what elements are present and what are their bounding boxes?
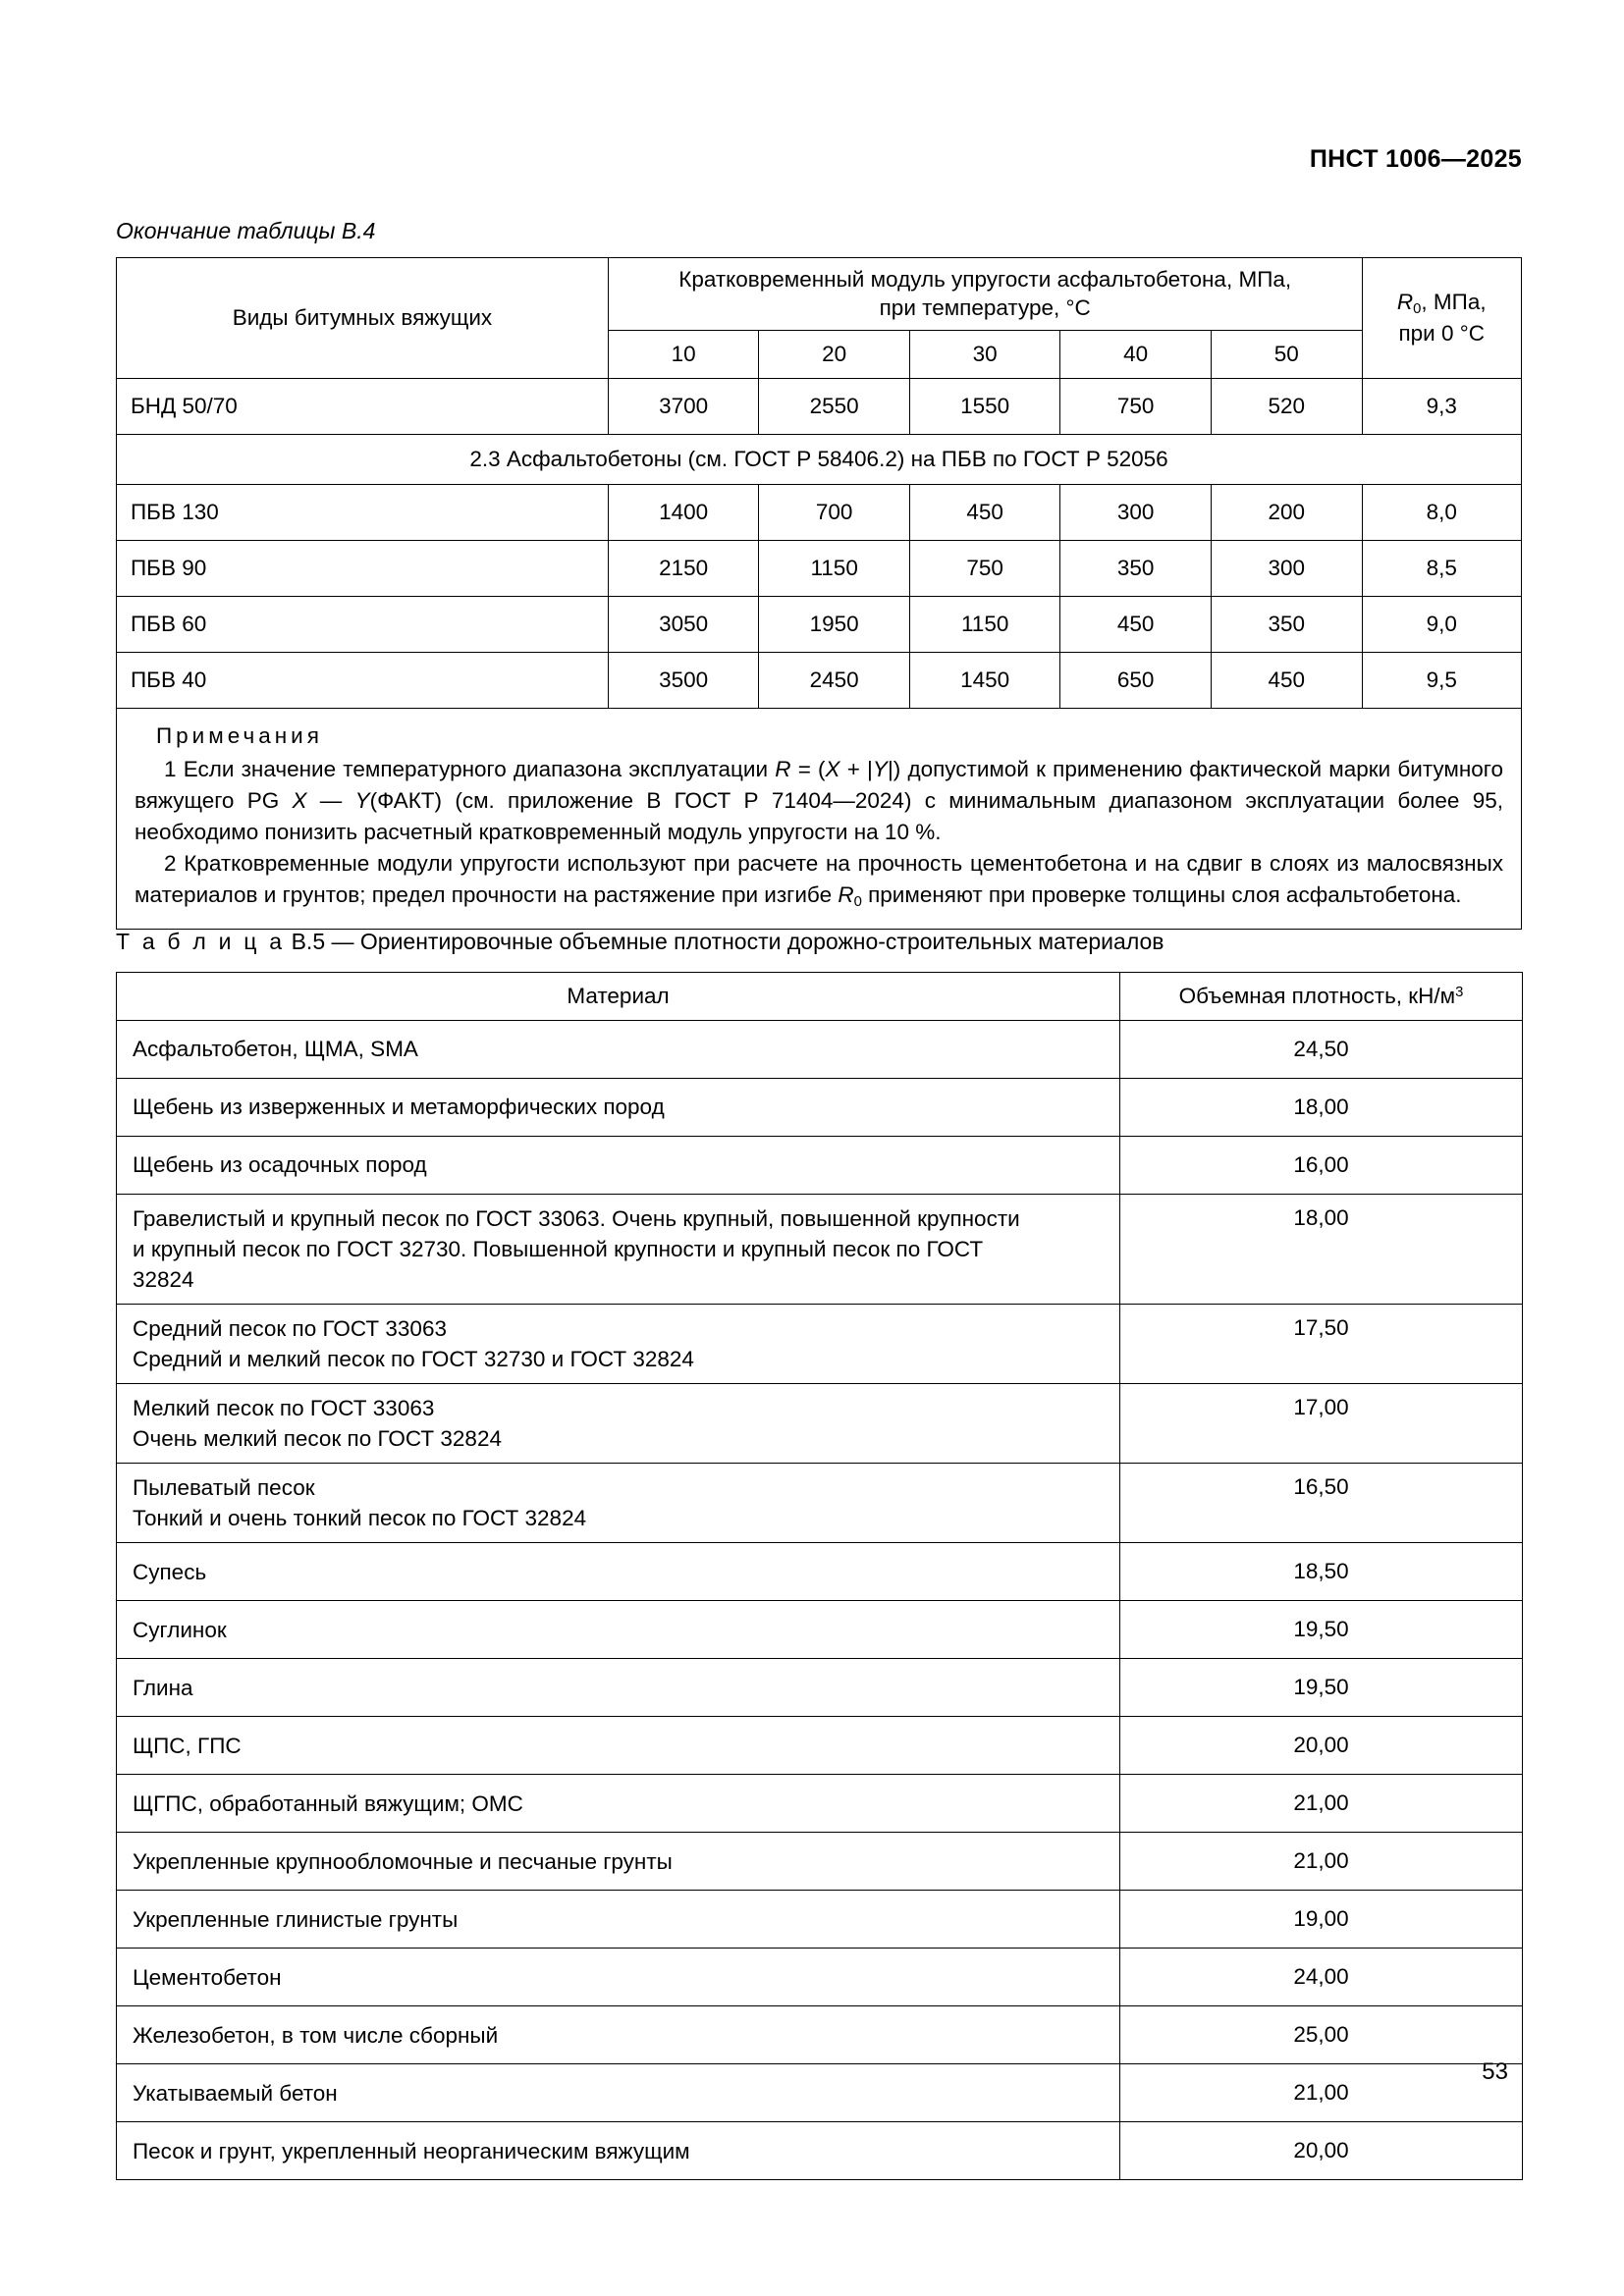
row-material-line: Гравелистый и крупный песок по ГОСТ 33063. Очень крупный, повышенной крупности (133, 1206, 1020, 1231)
row-value: 3500 (608, 652, 759, 708)
table-row (117, 1021, 1523, 1079)
row-value: 700 (759, 484, 910, 540)
row-material-line: Железобетон, в том числе сборный (133, 2022, 499, 2048)
row-material (117, 1305, 1120, 1384)
notes-block (117, 708, 1522, 930)
caption-label: Т а б л и ц а (116, 929, 286, 954)
note-1-text-c: + | (839, 757, 873, 782)
row-material-line: Щебень из изверженных и метаморфических пород (133, 1095, 665, 1120)
note-1 (135, 754, 1503, 848)
row-value-r0: 9,0 (1362, 596, 1522, 652)
header-density-exponent: 3 (1455, 985, 1464, 1001)
row-value: 750 (1060, 378, 1212, 434)
note-2-text-b: применяют при проверке толщины слоя асфальтобетона. (861, 882, 1462, 908)
row-density: 18,00 (1120, 1079, 1523, 1137)
header-density (1120, 973, 1523, 1021)
table-b5 (116, 972, 1523, 2180)
row-density: 17,50 (1120, 1305, 1523, 1384)
row-material-line: Средний и мелкий песок по ГОСТ 32730 и ГОСТ 32824 (133, 1347, 694, 1372)
row-material (117, 1833, 1120, 1891)
table-b5-header-row (117, 973, 1523, 1021)
note-2-text-a: 2 Кратковременные модули упругости используют при расчете на прочность цементобетона и на сдвиг в слоях из малосвязных материалов и грунтов; предел прочности на растяжение при изгибе (135, 851, 1503, 908)
caption-text: Ориентировочные объемные плотности дорожно-строительных материалов (359, 929, 1164, 954)
row-material (117, 1021, 1120, 1079)
row-material-line: Тонкий и очень тонкий песок по ГОСТ 32824 (133, 1506, 587, 1531)
header-modulus-line1: Кратковременный модуль упругости асфальтобетона, МПа, (678, 267, 1292, 292)
row-material-line: Щебень из осадочных пород (133, 1152, 427, 1178)
table-b4-header-row-1 (117, 258, 1522, 331)
row-material-line: Мелкий песок по ГОСТ 33063 (133, 1396, 435, 1421)
row-density: 20,00 (1120, 1717, 1523, 1775)
row-value: 1950 (759, 596, 910, 652)
row-label: ПБВ 60 (117, 596, 609, 652)
table-row (117, 1717, 1523, 1775)
row-label: ПБВ 40 (117, 652, 609, 708)
row-value: 2550 (759, 378, 910, 434)
row-value: 3050 (608, 596, 759, 652)
row-material (117, 2122, 1120, 2180)
table-row (117, 1464, 1523, 1543)
row-value: 450 (1211, 652, 1362, 708)
row-value: 520 (1211, 378, 1362, 434)
row-value: 2450 (759, 652, 910, 708)
row-density: 25,00 (1120, 2006, 1523, 2064)
note-1-var-x2: X (292, 788, 307, 814)
table-row (117, 1833, 1523, 1891)
row-label: БНД 50/70 (117, 378, 609, 434)
row-material (117, 1891, 1120, 1949)
table-b4 (116, 257, 1522, 930)
header-r0-symbol: R (1396, 289, 1414, 314)
row-density: 24,00 (1120, 1949, 1523, 2006)
note-2-var-r0: R (838, 882, 854, 908)
row-material-line: Укрепленные глинистые грунты (133, 1906, 459, 1932)
header-binder-types: Виды битумных вяжущих (117, 258, 609, 379)
row-material (117, 1079, 1120, 1137)
row-material-line: Пылеватый песок (133, 1475, 315, 1501)
row-density: 18,50 (1120, 1543, 1523, 1601)
row-material (117, 1775, 1120, 1833)
note-1-text-e: — (306, 788, 355, 814)
header-material: Материал (117, 973, 1120, 1021)
row-material (117, 1137, 1120, 1195)
row-material-line: Асфальтобетон, ЩМА, SMA (133, 1037, 418, 1062)
note-1-var-y: Y (872, 757, 888, 782)
table-row (117, 540, 1522, 596)
row-density: 21,00 (1120, 2064, 1523, 2122)
table-row (117, 1601, 1523, 1659)
row-value: 650 (1060, 652, 1212, 708)
table-b5-caption (116, 929, 1164, 955)
header-modulus-line2: при температуре, °С (879, 295, 1091, 321)
table-row (117, 1891, 1523, 1949)
row-density: 20,00 (1120, 2122, 1523, 2180)
header-r0-units: , МПа, (1421, 289, 1487, 314)
row-material (117, 2006, 1120, 2064)
row-value: 2150 (608, 540, 759, 596)
row-value: 450 (909, 484, 1060, 540)
row-value: 350 (1060, 540, 1212, 596)
table-row (117, 2122, 1523, 2180)
row-material-line: Средний песок по ГОСТ 33063 (133, 1316, 447, 1342)
row-density: 16,00 (1120, 1137, 1523, 1195)
row-value: 1150 (909, 596, 1060, 652)
row-density: 24,50 (1120, 1021, 1523, 1079)
row-density: 19,50 (1120, 1601, 1523, 1659)
row-value: 450 (1060, 596, 1212, 652)
row-material-line: Суглинок (133, 1617, 227, 1642)
header-density-text: Объемная плотность, кН/м (1178, 984, 1456, 1008)
header-r0-subscript: 0 (1413, 301, 1422, 318)
row-material (117, 1601, 1120, 1659)
row-material (117, 1659, 1120, 1717)
table-row (117, 1659, 1523, 1717)
row-material-line: Укрепленные крупнообломочные и песчаные грунты (133, 1848, 673, 1874)
row-material-line: 32824 (133, 1267, 194, 1293)
table-row (117, 484, 1522, 540)
header-temp-20: 20 (759, 330, 910, 378)
row-material (117, 1717, 1120, 1775)
note-1-text-f: (ФАКТ) (см. приложение В ГОСТ Р 71404—2024) с минимальным диапазоном эксплуатации более 95, необходимо понизить расчетный кратковременный модуль упругости на 10 %. (135, 788, 1503, 845)
row-label: ПБВ 130 (117, 484, 609, 540)
table-row (117, 1384, 1523, 1464)
row-material (117, 1543, 1120, 1601)
row-label: ПБВ 90 (117, 540, 609, 596)
header-r0-condition: при 0 °С (1398, 321, 1486, 347)
note-1-text-a: 1 Если значение температурного диапазона эксплуатации (164, 757, 776, 782)
row-value: 350 (1211, 596, 1362, 652)
row-density: 19,50 (1120, 1659, 1523, 1717)
note-1-var-x: X (825, 757, 840, 782)
note-2-var-r0-sub: 0 (853, 894, 862, 911)
row-density: 16,50 (1120, 1464, 1523, 1543)
row-value: 1400 (608, 484, 759, 540)
page-number: 53 (1482, 2058, 1508, 2085)
table-row (117, 2064, 1523, 2122)
table-row (117, 1079, 1523, 1137)
notes-title: Примечания (156, 722, 323, 748)
row-value: 1550 (909, 378, 1060, 434)
table-b4-caption: Окончание таблицы В.4 (116, 218, 376, 243)
row-value: 750 (909, 540, 1060, 596)
table-row (117, 1305, 1523, 1384)
row-material (117, 1195, 1120, 1305)
table-row (117, 1195, 1523, 1305)
row-value-r0: 9,3 (1362, 378, 1522, 434)
caption-number: В.5 (291, 929, 326, 954)
header-temp-50: 50 (1211, 330, 1362, 378)
header-temp-40: 40 (1060, 330, 1212, 378)
table-row (117, 1949, 1523, 2006)
note-1-var-r: R (775, 757, 791, 782)
row-density: 21,00 (1120, 1775, 1523, 1833)
header-temp-30: 30 (909, 330, 1060, 378)
table-row (117, 1775, 1523, 1833)
row-material-line: Цементобетон (133, 1964, 282, 1990)
row-material-line: Глина (133, 1675, 193, 1700)
row-material-line: ЩГПС, обработанный вяжущим; ОМС (133, 1790, 523, 1816)
table-row (117, 596, 1522, 652)
table-b4-section-header (117, 434, 1522, 484)
header-temp-10: 10 (608, 330, 759, 378)
row-value: 200 (1211, 484, 1362, 540)
row-material-line: Укатываемый бетон (133, 2080, 338, 2106)
row-density: 19,00 (1120, 1891, 1523, 1949)
row-value: 300 (1211, 540, 1362, 596)
row-material (117, 1464, 1120, 1543)
document-header: ПНСТ 1006—2025 (1309, 145, 1522, 173)
row-density: 21,00 (1120, 1833, 1523, 1891)
note-1-var-y2: Y (354, 788, 370, 814)
table-row (117, 1543, 1523, 1601)
table-row (117, 2006, 1523, 2064)
table-b4-notes-row (117, 708, 1522, 930)
row-value: 3700 (608, 378, 759, 434)
row-material-line: ЩПС, ГПС (133, 1733, 242, 1758)
table-row (117, 378, 1522, 434)
header-r0 (1362, 258, 1522, 379)
row-value: 1150 (759, 540, 910, 596)
table-row (117, 1137, 1523, 1195)
row-material-line: Очень мелкий песок по ГОСТ 32824 (133, 1426, 502, 1452)
note-1-text-b: = ( (790, 757, 826, 782)
row-value-r0: 9,5 (1362, 652, 1522, 708)
row-material-line: Песок и грунт, укрепленный неорганическим вяжущим (133, 2138, 690, 2163)
caption-dash: — (331, 929, 354, 954)
row-density: 18,00 (1120, 1195, 1523, 1305)
row-material (117, 1949, 1120, 2006)
row-material-line: и крупный песок по ГОСТ 32730. Повышенной крупности и крупный песок по ГОСТ (133, 1237, 984, 1262)
row-value-r0: 8,0 (1362, 484, 1522, 540)
table-row (117, 652, 1522, 708)
row-material (117, 2064, 1120, 2122)
row-value-r0: 8,5 (1362, 540, 1522, 596)
row-density: 17,00 (1120, 1384, 1523, 1464)
row-value: 300 (1060, 484, 1212, 540)
row-material-line: Супесь (133, 1559, 207, 1584)
row-value: 1450 (909, 652, 1060, 708)
note-2 (135, 848, 1503, 913)
row-material (117, 1384, 1120, 1464)
section-title: 2.3 Асфальтобетоны (см. ГОСТ Р 58406.2) на ПБВ по ГОСТ Р 52056 (117, 434, 1522, 484)
header-modulus-group (608, 258, 1362, 331)
note-1-text-d: |) допустимой к применению фактической марки битумного вяжущего PG (135, 757, 1504, 814)
